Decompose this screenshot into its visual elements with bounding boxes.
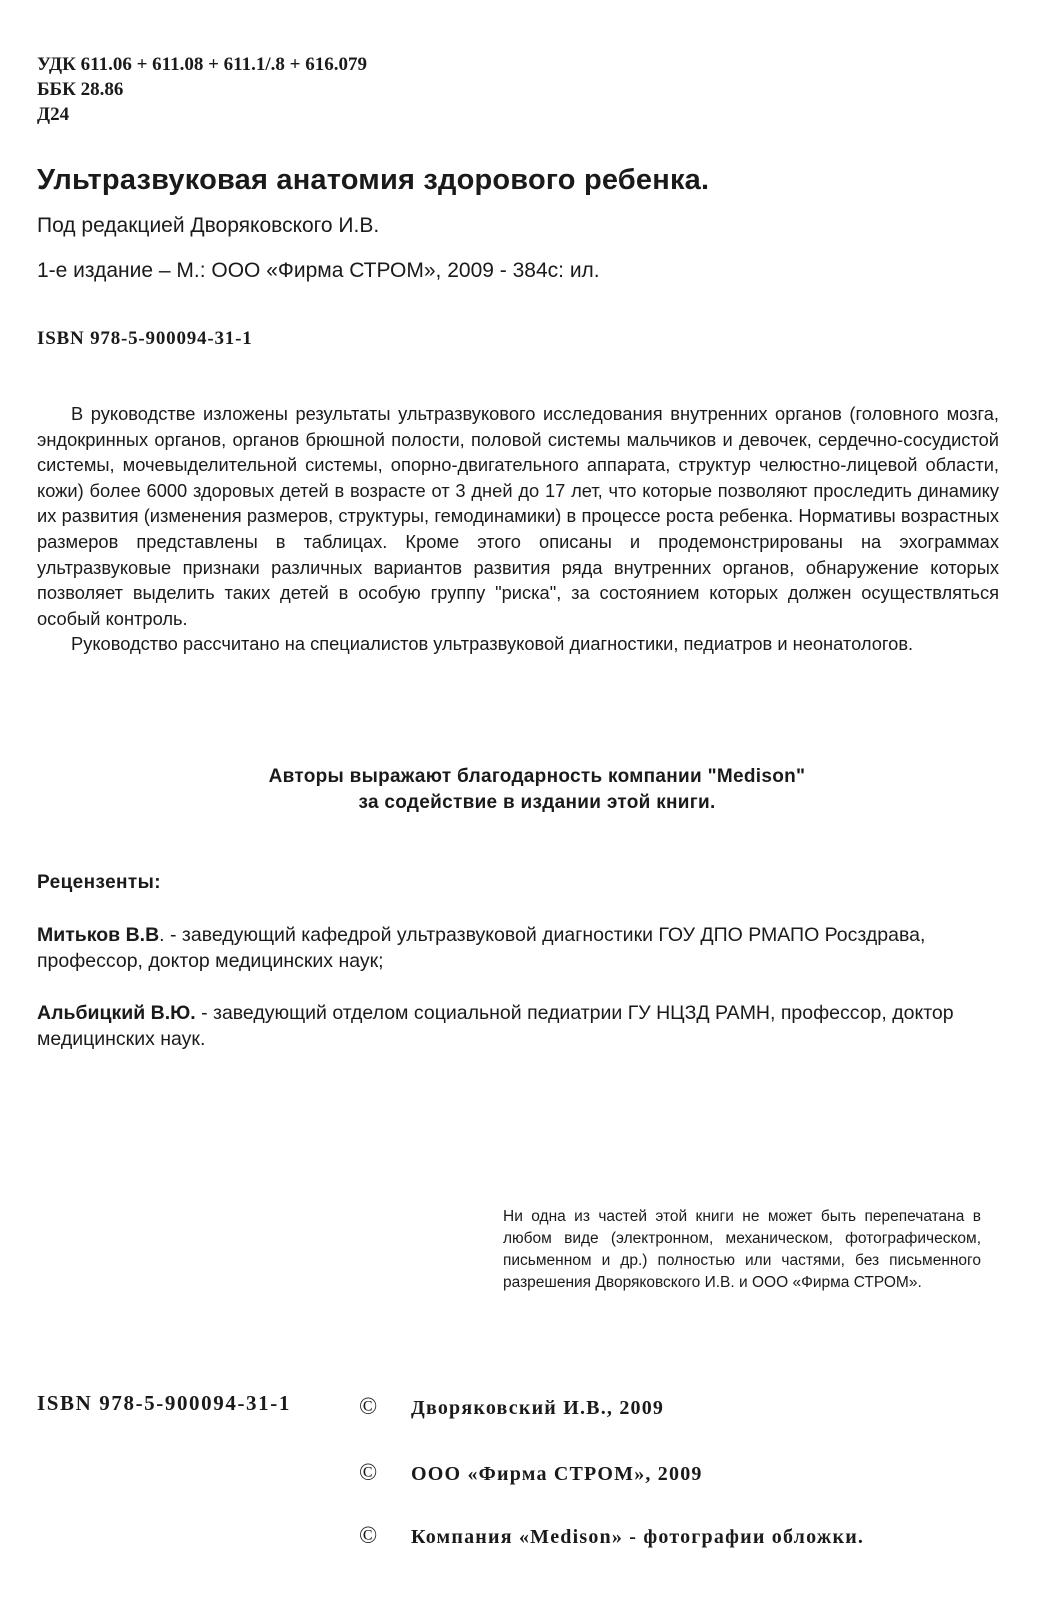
book-edition: 1-е издание – М.: ООО «Фирма СТРОМ», 2009 - 384с: ил.	[37, 259, 600, 282]
abstract-paragraph: В руководстве изложены результаты ультразвукового исследования внутренних органов (головного мозга, эндокринных органов, органов брюшной полости, половой системы мальчиков и девочек, сердечно-сосудистой системы, мочевыделительной системы, опорно-двигательного аппарата, структур челюстно-лицевой области, кожи) более 6000 здоровых детей в возрасте от 3 дней до 17 лет, что которые позволяют проследить динамику их развития (изменения размеров, структуры, гемодинамики) в процессе роста ребенка. Нормативы возрастных размеров представлены в таблицах. Кроме этого описаны и продемонстрированы на эхограммах ультразвуковые признаки различных вариантов развития ряда внутренних органов, обнаружение которых позволяет выделить таких детей в особую группу "риска", за состоянием которых должен осуществляться особый контроль.	[37, 403, 999, 629]
reviewer-name: Альбицкий В.Ю.	[37, 1002, 196, 1024]
copyright-icon: ©	[359, 1523, 378, 1549]
book-editor: Под редакцией Дворяковского И.В.	[37, 214, 380, 237]
copyright-icon: ©	[359, 1394, 378, 1420]
copyright-notice: Ни одна из частей этой книги не может быть перепечатана в любом виде (электронном, механическом, фотографическом, письменном и др.) полностью или частями, без письменного разрешения Дворяковского И.В. и ООО «Фирма СТРОМ».	[503, 1208, 981, 1291]
book-title: Ультразвуковая анатомия здорового ребенка.	[37, 164, 710, 196]
copyright-icon: ©	[359, 1460, 378, 1486]
abstract-paragraph: Руководство рассчитано на специалистов ультразвуковой диагностики, педиатров и неонатологов.	[71, 633, 914, 655]
abstract	[37, 401, 999, 657]
acknowledgement-line: Авторы выражают благодарность компании "Medison"	[268, 766, 806, 787]
copyright-line	[359, 1460, 703, 1487]
reviewer-entry	[37, 1000, 997, 1052]
acknowledgement-line: за содействие в издании этой книги.	[358, 792, 716, 813]
reviewer-name: Митьков В.В	[37, 924, 160, 946]
isbn-bottom: ISBN 978-5-900094-31-1	[37, 1391, 291, 1415]
reviewer-description: - заведующий отделом социальной педиатрии ГУ НЦЗД РАМН, профессор, доктор медицинских наук.	[37, 1002, 954, 1050]
udk-code: УДК 611.06 + 611.08 + 611.1/.8 + 616.079	[37, 54, 367, 75]
reviewer-name-suffix: .	[159, 924, 165, 946]
copyright-line	[359, 1394, 664, 1421]
reviewers-heading: Рецензенты:	[37, 872, 161, 893]
isbn-top: ISBN 978-5-900094-31-1	[37, 328, 253, 349]
reviewer-description: - заведующий кафедрой ультразвуковой диагностики ГОУ ДПО РМАПО Росздрава, профессор, доктор медицинских наук;	[37, 924, 926, 972]
reviewer-entry	[37, 922, 997, 974]
acknowledgement	[37, 764, 1037, 816]
copyright-holder: Дворяковский И.В., 2009	[411, 1397, 665, 1419]
copyright-holder: ООО «Фирма СТРОМ», 2009	[411, 1463, 703, 1485]
copyright-line	[359, 1523, 864, 1550]
bbk-code: ББК 28.86	[37, 79, 124, 100]
author-mark: Д24	[37, 104, 70, 125]
classification-codes	[37, 52, 367, 127]
copyright-holder: Компания «Medison» - фотографии обложки.	[411, 1526, 865, 1548]
